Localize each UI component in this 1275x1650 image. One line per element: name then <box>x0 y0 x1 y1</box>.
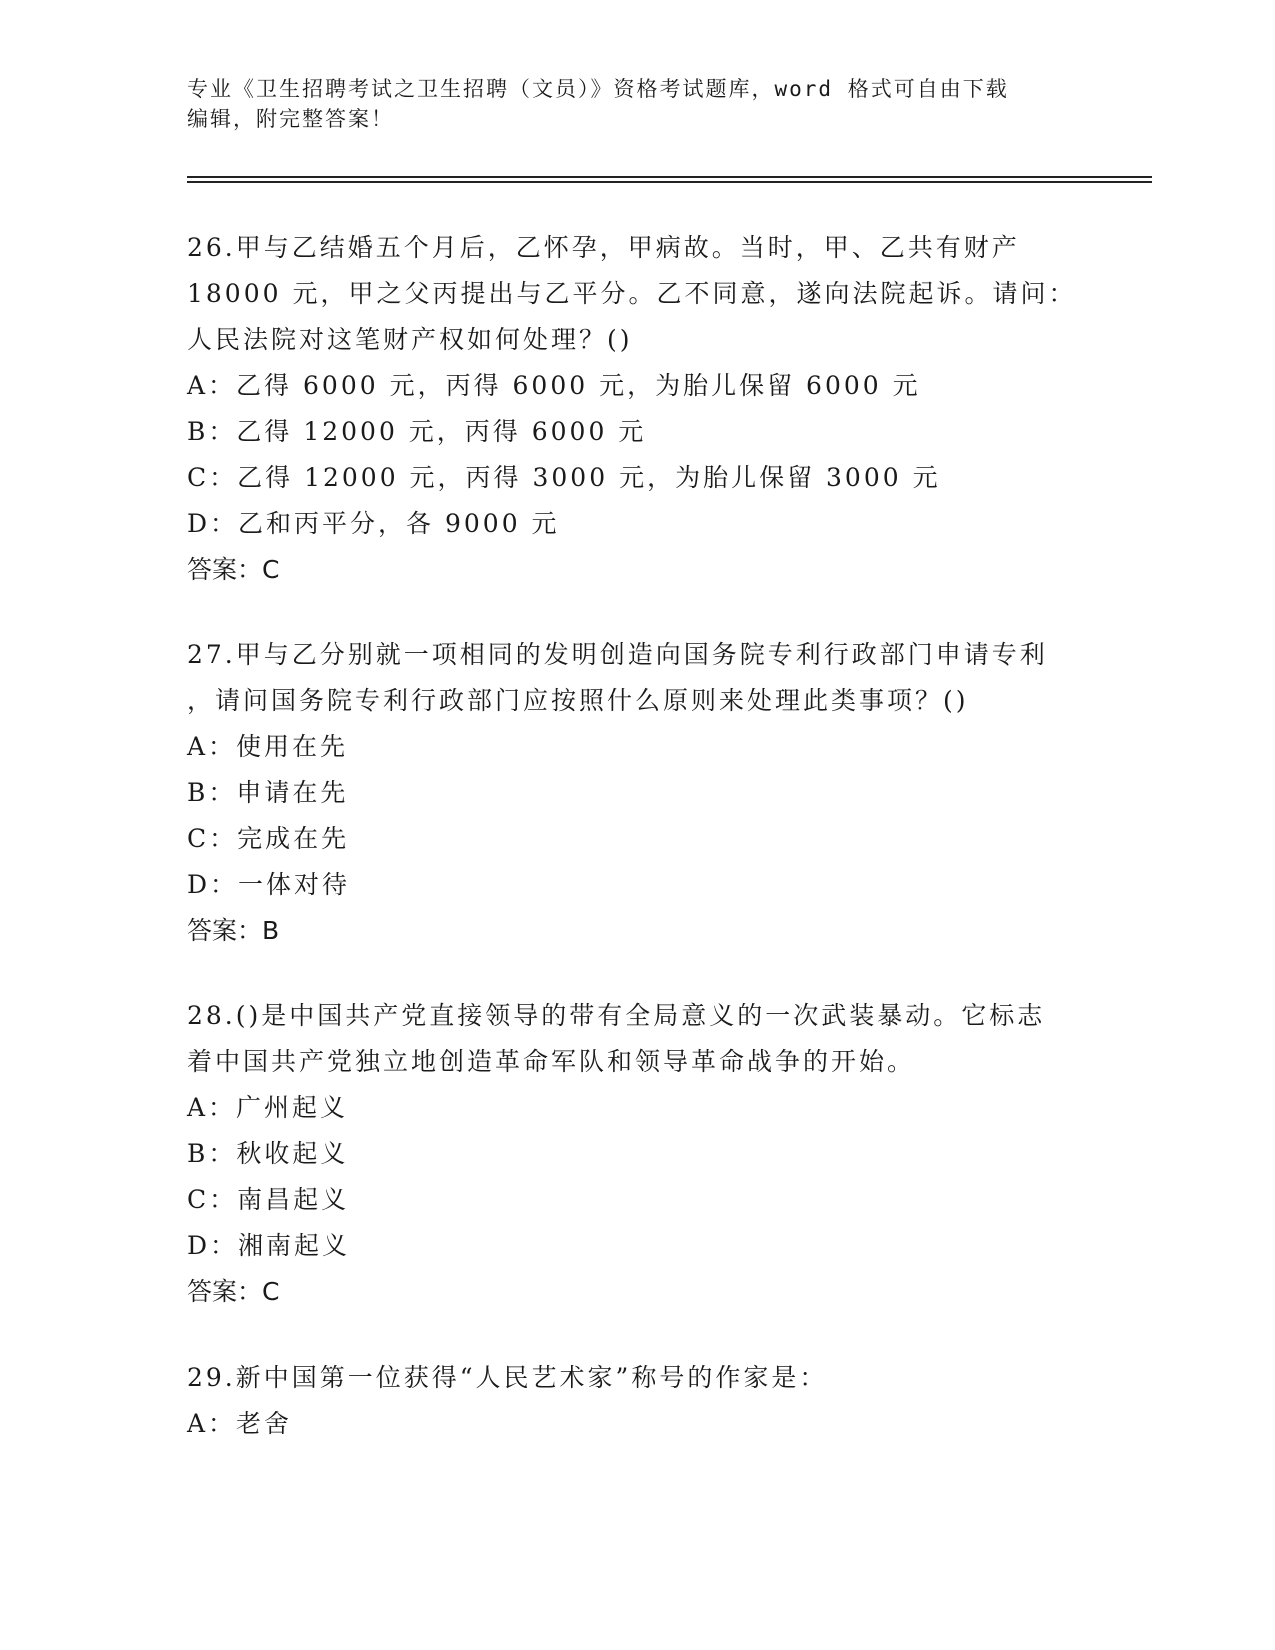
option-b: B：秋收起义 <box>187 1139 349 1168</box>
option-a: A：老舍 <box>187 1409 293 1438</box>
header-line-1: 专业《卫生招聘考试之卫生招聘（文员）》资格考试题库，word 格式可自由下载 <box>187 77 1009 101</box>
question-28 <box>187 993 1087 1315</box>
option-c: C：乙得 12000 元，丙得 3000 元，为胎儿保留 3000 元 <box>187 463 941 492</box>
option-b: B：申请在先 <box>187 778 349 807</box>
question-text-line: 27.甲与乙分别就一项相同的发明创造向国务院专利行政部门申请专利 <box>187 640 1048 669</box>
option-d: D：乙和丙平分，各 9000 元 <box>187 509 560 538</box>
question-29 <box>187 1355 1087 1447</box>
answer-line: 答案：C <box>187 1277 280 1306</box>
option-a: A：使用在先 <box>187 732 349 761</box>
question-27 <box>187 632 1087 954</box>
option-d: D：一体对待 <box>187 870 351 899</box>
question-text-line: 26.甲与乙结婚五个月后，乙怀孕，甲病故。当时，甲、乙共有财产 <box>187 233 1020 262</box>
header-line-2: 编辑，附完整答案！ <box>187 107 394 131</box>
question-text-line: 着中国共产党独立地创造革命军队和领导革命战争的开始。 <box>187 1047 916 1076</box>
question-text-line: ，请问国务院专利行政部门应按照什么原则来处理此类事项？() <box>187 686 969 715</box>
header-divider-bottom <box>187 181 1152 183</box>
answer-line: 答案：C <box>187 555 280 584</box>
option-d: D：湘南起义 <box>187 1231 351 1260</box>
option-c: C：完成在先 <box>187 824 350 853</box>
answer-line: 答案：B <box>187 916 280 945</box>
question-text-line: 29.新中国第一位获得“人民艺术家”称号的作家是： <box>187 1363 828 1392</box>
question-text-line: 人民法院对这笔财产权如何处理？() <box>187 325 633 354</box>
header-divider-top <box>187 176 1152 178</box>
option-c: C：南昌起义 <box>187 1185 350 1214</box>
option-a: A：广州起义 <box>187 1093 349 1122</box>
question-text-line: 18000 元，甲之父丙提出与乙平分。乙不同意，遂向法院起诉。请问： <box>187 279 1077 308</box>
question-text-line: 28.()是中国共产党直接领导的带有全局意义的一次武装暴动。它标志 <box>187 1001 1046 1030</box>
option-b: B：乙得 12000 元，丙得 6000 元 <box>187 417 647 446</box>
option-a: A：乙得 6000 元，丙得 6000 元，为胎儿保留 6000 元 <box>187 371 921 400</box>
question-26 <box>187 225 1087 593</box>
document-header <box>187 74 1087 134</box>
